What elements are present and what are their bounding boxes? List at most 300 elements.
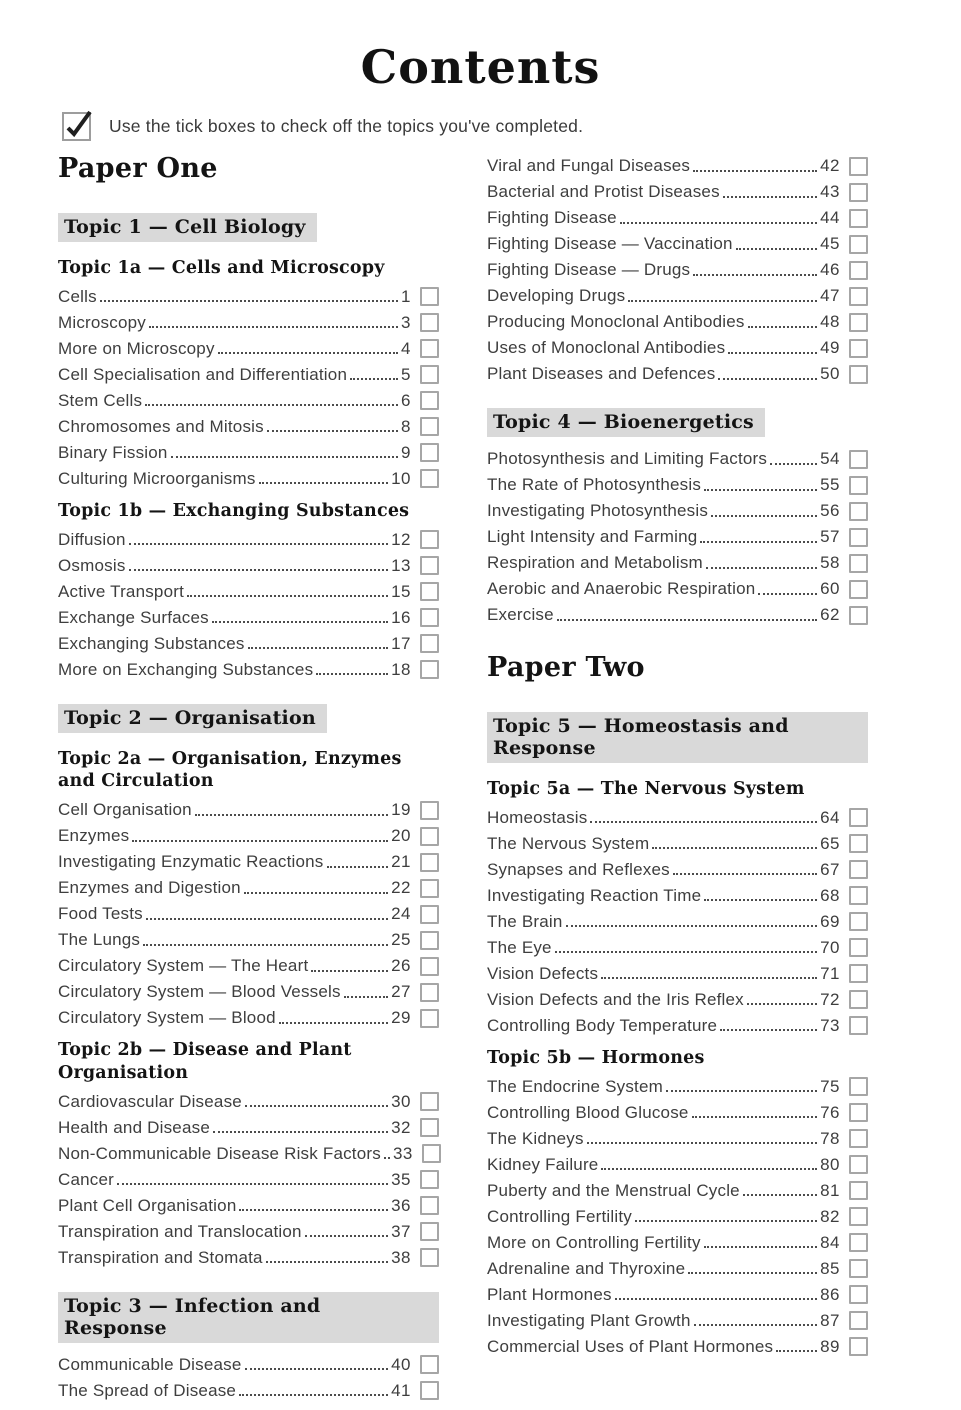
dot-leader (327, 866, 389, 868)
entry-checkbox[interactable] (849, 528, 868, 547)
toc-entry (487, 935, 868, 961)
paper-heading: Paper Two (487, 652, 645, 683)
toc-entry (487, 831, 868, 857)
subtopic-heading: Topic 5b — Hormones (487, 1047, 705, 1068)
toc-entry (58, 1089, 439, 1115)
dot-leader (245, 1368, 389, 1370)
entry-title: Cell Specialisation and Differentiation (58, 364, 348, 384)
instruction-text: Use the tick boxes to check off the topics you've completed. (109, 116, 584, 136)
page-number: 55 (820, 475, 840, 494)
entry-checkbox[interactable] (420, 931, 439, 950)
dot-leader (213, 1131, 388, 1133)
page-number: 65 (820, 833, 840, 853)
toc-entry (487, 446, 868, 472)
toc-entry (487, 283, 868, 309)
entry-title: The Spread of Disease (58, 1380, 237, 1400)
page-number: 44 (820, 208, 840, 227)
dot-leader (305, 1235, 388, 1237)
page-number: 72 (820, 989, 840, 1009)
entry-title: Circulatory System — The Heart (58, 956, 309, 975)
entry-checkbox[interactable] (420, 801, 439, 820)
toc-entry (487, 961, 868, 987)
page-number: 49 (820, 338, 840, 357)
page-number: 50 (820, 364, 840, 383)
entry-checkbox[interactable] (420, 556, 439, 575)
toc-entry (487, 498, 868, 524)
entry-title: The Eye (487, 937, 552, 957)
entry-checkbox[interactable] (849, 476, 868, 495)
page-number: 81 (820, 1180, 840, 1200)
dot-leader (704, 899, 817, 901)
entry-checkbox[interactable] (420, 983, 439, 1002)
toc-entry (58, 927, 439, 953)
dot-leader (652, 847, 817, 849)
dot-leader (259, 482, 389, 484)
dot-leader (706, 567, 817, 569)
page-number: 84 (820, 1232, 840, 1252)
entry-title: Adrenaline and Thyroxine (487, 1258, 686, 1278)
entry-title: Developing Drugs (487, 286, 626, 305)
entry-title: Vision Defects and the Iris Reflex (487, 989, 744, 1009)
entry-checkbox[interactable] (420, 1092, 439, 1111)
entry-checkbox[interactable] (849, 339, 868, 358)
entry-checkbox[interactable] (420, 443, 439, 462)
entry-checkbox[interactable] (420, 287, 439, 306)
page-number: 40 (391, 1354, 411, 1374)
dot-leader (723, 196, 817, 198)
entry-checkbox[interactable] (849, 1103, 868, 1122)
entry-checkbox[interactable] (422, 1144, 441, 1163)
entry-checkbox[interactable] (849, 1285, 868, 1304)
toc-entry (58, 797, 439, 823)
entry-title: The Brain (487, 911, 563, 931)
page-number: 6 (401, 390, 411, 410)
dot-leader (248, 647, 388, 649)
dot-leader (245, 1105, 388, 1107)
entry-checkbox[interactable] (420, 582, 439, 601)
entry-title: Diffusion (58, 529, 126, 549)
page-number: 45 (820, 234, 840, 253)
entry-checkbox[interactable] (849, 450, 868, 469)
entry-title: Exercise (487, 605, 554, 624)
dot-leader (615, 1298, 817, 1300)
entry-checkbox[interactable] (849, 235, 868, 254)
instruction-checkbox[interactable] (62, 112, 91, 141)
dot-leader (693, 170, 817, 172)
dot-leader (129, 543, 388, 545)
dot-leader (692, 1116, 818, 1118)
entry-checkbox[interactable] (849, 964, 868, 983)
toc-entry (58, 579, 439, 605)
entry-checkbox[interactable] (849, 1155, 868, 1174)
entry-checkbox[interactable] (849, 183, 868, 202)
entry-checkbox[interactable] (849, 1077, 868, 1096)
entry-title: Binary Fission (58, 442, 168, 462)
entry-checkbox[interactable] (420, 827, 439, 846)
entry-checkbox[interactable] (420, 853, 439, 872)
page-number: 29 (391, 1008, 411, 1027)
toc-entry (487, 987, 868, 1013)
entry-title: Bacterial and Protist Diseases (487, 182, 720, 201)
entry-title: The Nervous System (487, 833, 650, 853)
toc-entry (58, 284, 439, 310)
dot-leader (748, 326, 817, 328)
entry-checkbox[interactable] (420, 391, 439, 410)
topic-heading-row (58, 198, 439, 249)
toc-entry (58, 849, 439, 875)
page-number: 43 (820, 182, 840, 201)
topic-heading: Topic 1 — Cell Biology (58, 213, 317, 242)
toc-entry (487, 153, 868, 179)
entry-title: Circulatory System — Blood Vessels (58, 982, 341, 1001)
page-number: 3 (401, 312, 411, 332)
dot-leader (195, 814, 388, 816)
page-number: 38 (391, 1247, 411, 1267)
entry-title: Circulatory System — Blood (58, 1008, 276, 1027)
entry-checkbox[interactable] (420, 634, 439, 653)
toc-entry (487, 309, 868, 335)
dot-leader (149, 326, 398, 328)
entry-checkbox[interactable] (420, 313, 439, 332)
entry-title: Controlling Blood Glucose (487, 1102, 689, 1122)
entry-checkbox[interactable] (849, 912, 868, 931)
entry-title: Communicable Disease (58, 1354, 242, 1374)
entry-title: Active Transport (58, 581, 185, 601)
toc-entry (487, 857, 868, 883)
toc-entry (487, 1256, 868, 1282)
page-number: 1 (401, 286, 411, 306)
page-number: 20 (391, 826, 411, 845)
entry-checkbox[interactable] (420, 1355, 439, 1374)
page-number: 58 (820, 553, 840, 572)
entry-title: The Lungs (58, 930, 141, 949)
dot-leader (770, 463, 817, 465)
dot-leader (100, 300, 398, 302)
entry-checkbox[interactable] (849, 860, 868, 879)
toc-entry (58, 1167, 439, 1193)
page-number: 60 (820, 579, 840, 598)
toc-entry (487, 335, 868, 361)
page-number: 89 (820, 1336, 840, 1356)
entry-checkbox[interactable] (849, 1129, 868, 1148)
entry-checkbox[interactable] (849, 261, 868, 280)
entry-checkbox[interactable] (420, 1170, 439, 1189)
toc-entry (58, 1378, 439, 1404)
page-number: 26 (391, 956, 411, 975)
dot-leader (711, 515, 817, 517)
entry-checkbox[interactable] (849, 209, 868, 228)
page-number: 42 (820, 156, 840, 175)
entry-checkbox[interactable] (420, 957, 439, 976)
page-number: 13 (391, 555, 411, 575)
entry-title: Plant Hormones (487, 1284, 612, 1304)
page-number: 4 (401, 338, 411, 358)
entry-title: Transpiration and Stomata (58, 1247, 263, 1267)
dot-leader (132, 840, 388, 842)
contents-columns (58, 151, 903, 1410)
entry-checkbox[interactable] (420, 1381, 439, 1400)
entry-title: Controlling Fertility (487, 1206, 632, 1226)
topic-heading: Topic 5 — Homeostasis and Response (487, 712, 868, 763)
entry-title: The Endocrine System (487, 1076, 663, 1096)
page-number: 71 (820, 963, 840, 983)
dot-leader (635, 1220, 817, 1222)
dot-leader (620, 222, 817, 224)
entry-title: Food Tests (58, 904, 143, 923)
dot-leader (171, 456, 398, 458)
dot-leader (555, 951, 817, 953)
dot-leader (688, 1272, 817, 1274)
entry-title: Exchanging Substances (58, 633, 245, 653)
entry-checkbox[interactable] (420, 660, 439, 679)
toc-entry (58, 1115, 439, 1141)
toc-entry (487, 1178, 868, 1204)
page-number: 25 (391, 930, 411, 949)
toc-entry (487, 1282, 868, 1308)
page-number: 27 (391, 982, 411, 1001)
entry-checkbox[interactable] (420, 879, 439, 898)
entry-checkbox[interactable] (420, 1222, 439, 1241)
entry-checkbox[interactable] (849, 502, 868, 521)
entry-title: Plant Diseases and Defences (487, 364, 716, 383)
page-number: 22 (391, 878, 411, 897)
entry-title: Fighting Disease — Vaccination (487, 234, 733, 253)
entry-checkbox[interactable] (849, 834, 868, 853)
toc-entry (58, 953, 439, 979)
dot-leader (279, 1022, 388, 1024)
toc-entry (487, 1100, 868, 1126)
dot-leader (239, 1209, 388, 1211)
entry-title: Culturing Microorganisms (58, 468, 256, 488)
entry-title: Viral and Fungal Diseases (487, 156, 691, 175)
page-number: 70 (820, 937, 840, 957)
entry-title: Enzymes and Digestion (58, 878, 241, 897)
page-number: 12 (391, 529, 411, 549)
entry-title: Puberty and the Menstrual Cycle (487, 1180, 740, 1200)
entry-checkbox[interactable] (849, 554, 868, 573)
page-number: 85 (820, 1258, 840, 1278)
check-icon (64, 107, 94, 141)
dot-leader (758, 593, 817, 595)
topic-heading: Topic 3 — Infection and Response (58, 1292, 439, 1343)
entries-group (487, 153, 868, 387)
entry-checkbox[interactable] (420, 469, 439, 488)
toc-entry (487, 1126, 868, 1152)
right-column (487, 151, 868, 1366)
toc-entry (58, 1352, 439, 1378)
entries-group (58, 284, 439, 492)
entry-title: Investigating Enzymatic Reactions (58, 852, 324, 871)
topic-heading-row (487, 697, 868, 770)
toc-entry (487, 602, 868, 628)
dot-leader (704, 489, 817, 491)
toc-entry (487, 1013, 868, 1039)
toc-entry (487, 1308, 868, 1334)
entry-checkbox[interactable] (849, 1207, 868, 1226)
page-number: 47 (820, 286, 840, 305)
dot-leader (145, 404, 398, 406)
entry-title: Cells (58, 286, 97, 306)
dot-leader (728, 352, 817, 354)
dot-leader (187, 595, 388, 597)
page-number: 86 (820, 1284, 840, 1304)
entry-checkbox[interactable] (420, 1118, 439, 1137)
page-number: 21 (391, 852, 411, 871)
entry-checkbox[interactable] (849, 365, 868, 384)
dot-leader (704, 1246, 817, 1248)
instruction-row (62, 112, 903, 141)
entry-title: More on Controlling Fertility (487, 1232, 701, 1252)
page-number: 56 (820, 501, 840, 520)
page-number: 5 (401, 364, 411, 384)
page-number: 30 (391, 1091, 411, 1111)
entry-checkbox[interactable] (849, 1311, 868, 1330)
entry-title: Enzymes (58, 826, 130, 845)
page-number: 9 (401, 442, 411, 462)
topic-heading-row (487, 393, 868, 444)
entry-checkbox[interactable] (420, 417, 439, 436)
page-number: 64 (820, 807, 840, 827)
page-number: 37 (391, 1221, 411, 1241)
entry-title: Chromosomes and Mitosis (58, 416, 264, 436)
entry-checkbox[interactable] (849, 1181, 868, 1200)
toc-entry (487, 179, 868, 205)
entry-checkbox[interactable] (849, 606, 868, 625)
entry-checkbox[interactable] (849, 287, 868, 306)
entry-title: Health and Disease (58, 1117, 210, 1137)
dot-leader (146, 918, 388, 920)
entries-group (58, 1352, 439, 1404)
page-number: 15 (391, 581, 411, 601)
entry-title: Osmosis (58, 555, 126, 575)
toc-entry (58, 1193, 439, 1219)
entry-title: Cardiovascular Disease (58, 1091, 242, 1111)
dot-leader (350, 378, 398, 380)
dot-leader (311, 970, 388, 972)
entry-checkbox[interactable] (849, 886, 868, 905)
toc-entry (487, 1334, 868, 1360)
page-number: 48 (820, 312, 840, 331)
subtopic-heading: Topic 2a — Organisation, Enzymes and Circulation (58, 748, 402, 792)
page-number: 87 (820, 1310, 840, 1330)
page-number: 36 (391, 1195, 411, 1215)
left-column (58, 151, 439, 1410)
entry-title: Cancer (58, 1169, 115, 1189)
page-number: 62 (820, 605, 840, 624)
toc-entry (487, 205, 868, 231)
page-number: 69 (820, 911, 840, 931)
page-number: 41 (391, 1380, 411, 1400)
entry-title: Respiration and Metabolism (487, 553, 703, 572)
page-number: 10 (391, 468, 411, 488)
toc-entry (58, 527, 439, 553)
entry-checkbox[interactable] (849, 580, 868, 599)
entry-title: Aerobic and Anaerobic Respiration (487, 579, 756, 598)
topic-heading: Topic 2 — Organisation (58, 704, 327, 733)
entry-title: Controlling Body Temperature (487, 1015, 718, 1035)
entry-checkbox[interactable] (849, 808, 868, 827)
toc-entry (487, 257, 868, 283)
entry-checkbox[interactable] (849, 157, 868, 176)
entry-checkbox[interactable] (849, 938, 868, 957)
toc-entry (487, 1204, 868, 1230)
entry-title: The Kidneys (487, 1128, 584, 1148)
entry-checkbox[interactable] (849, 990, 868, 1009)
page-number: 35 (391, 1169, 411, 1189)
entry-title: Kidney Failure (487, 1154, 599, 1174)
entry-title: Investigating Photosynthesis (487, 501, 709, 520)
toc-entry (58, 388, 439, 414)
page-title: Contents (360, 40, 601, 94)
toc-entry (58, 1219, 439, 1245)
dot-leader (587, 1142, 817, 1144)
entries-group (487, 805, 868, 1039)
toc-entry (58, 1245, 439, 1271)
entry-checkbox[interactable] (420, 530, 439, 549)
toc-entry (58, 466, 439, 492)
entry-checkbox[interactable] (849, 1259, 868, 1278)
entry-checkbox[interactable] (420, 1009, 439, 1028)
entry-checkbox[interactable] (420, 1248, 439, 1267)
toc-entry (487, 550, 868, 576)
page-number: 18 (391, 659, 411, 679)
dot-leader (344, 996, 388, 998)
toc-entry (487, 805, 868, 831)
dot-leader (628, 300, 817, 302)
toc-entry (487, 1152, 868, 1178)
entry-title: Uses of Monoclonal Antibodies (487, 338, 726, 357)
entry-checkbox[interactable] (849, 313, 868, 332)
page-number: 78 (820, 1128, 840, 1148)
entry-checkbox[interactable] (849, 1016, 868, 1035)
page-number: 24 (391, 904, 411, 923)
dot-leader (743, 1194, 817, 1196)
page-number: 73 (820, 1015, 840, 1035)
toc-entry (58, 631, 439, 657)
toc-entry (58, 605, 439, 631)
entry-checkbox[interactable] (420, 365, 439, 384)
toc-entry (58, 1141, 439, 1167)
entry-title: Stem Cells (58, 390, 143, 410)
entry-checkbox[interactable] (420, 339, 439, 358)
entry-title: Exchange Surfaces (58, 607, 209, 627)
entries-group (58, 797, 439, 1031)
entry-checkbox[interactable] (420, 608, 439, 627)
dot-leader (700, 541, 817, 543)
dot-leader (384, 1157, 390, 1159)
page-number: 46 (820, 260, 840, 279)
dot-leader (143, 944, 388, 946)
subtopic-heading: Topic 5a — The Nervous System (487, 779, 805, 799)
entries-group (487, 1074, 868, 1360)
toc-entry (58, 901, 439, 927)
entry-title: Photosynthesis and Limiting Factors (487, 449, 768, 468)
dot-leader (316, 673, 388, 675)
entry-checkbox[interactable] (420, 1196, 439, 1215)
entry-checkbox[interactable] (849, 1337, 868, 1356)
toc-entry (58, 823, 439, 849)
dot-leader (129, 569, 389, 571)
subtopic-heading: Topic 1b — Exchanging Substances (58, 500, 410, 521)
entry-checkbox[interactable] (420, 905, 439, 924)
dot-leader (601, 977, 817, 979)
entry-title: Transpiration and Translocation (58, 1221, 302, 1241)
entry-title: Fighting Disease — Drugs (487, 260, 691, 279)
toc-entry (58, 336, 439, 362)
entry-checkbox[interactable] (849, 1233, 868, 1252)
dot-leader (693, 274, 817, 276)
toc-entry (58, 979, 439, 1005)
